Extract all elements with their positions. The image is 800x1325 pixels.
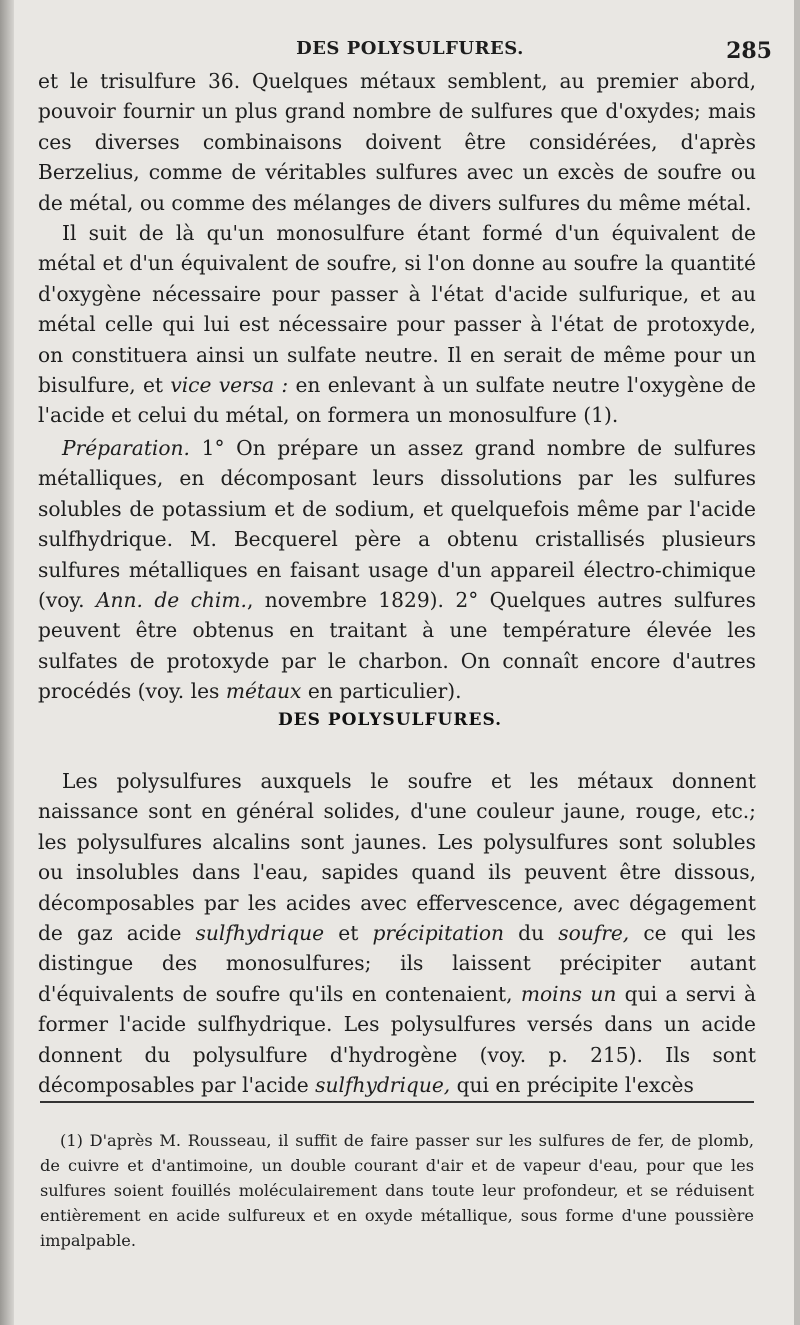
paragraph-text: 1° On prépare un assez grand nombre de sulfures métalliques, en décomposant leurs dissolutions par les sulfures solubles de potassium et de sodium, et quelquefois même par l'acide sulfhydrique. M. Becquerel père a obtenu cristallisés plusieurs sulfures métalliques en faisant usage d'un appareil électro-chimique (voy. [38,435,756,612]
paragraph-text: qui a servi à former l'acide sulfhydrique. Les polysulfures versés dans un acide donnent du polysulfure d'hydrogène (voy. p. 215). Ils sont décomposables par l'acide [38,981,756,1098]
paragraph-text: et [324,921,373,946]
paragraph-text: , novembre 1829). 2° Quelques autres sulfures peuvent être obtenus en traitant à une température élevée les sulfates de protoxyde par le charbon. On connaît encore d'autres procédés (voy. les [38,587,756,704]
body-text-lower [38,766,756,1100]
body-text-upper [38,66,756,707]
paragraph-text: en particulier). [301,679,462,704]
paragraph-text: en enlevant à un sulfate neutre l'oxygène de l'acide et celui du métal, on formera un monosulfure (1). [38,373,756,428]
page-left-edge-shadow [0,0,14,1325]
italic-term: sulfhydrique [195,921,325,946]
paragraph-text: du [504,921,559,946]
running-title: DES POLYSULFURES. [296,38,524,59]
footnote-text: (1) D'après M. Rousseau, il suffit de faire passer sur les sulfures de fer, de plomb, de cuivre et d'antimoine, un double courant d'air et de vapeur d'eau, pour que les sulfures soient fouillés moléculairement dans toute leur profondeur, et se réduisent entièrement en acide sulfureux et en oxyde métallique, sous forme d'une poussière impalpable. [40,1131,754,1250]
page-right-edge [794,0,800,1325]
paragraph-text: Il suit de là qu'un monosulfure étant formé d'un équivalent de métal et d'un équivalent de soufre, si l'on donne au soufre la quantité d'oxygène nécessaire pour passer à l'état d'acide sulfurique, et au métal celle qui lui est nécessaire pour passer à l'état de protoxyde, on constituera ainsi un sulfate neutre. Il en serait de même pour un bisulfure, et [38,221,756,398]
italic-term: soufre, [558,921,630,946]
italic-term: sulfhydrique, [315,1073,451,1098]
italic-term: moins un [520,981,617,1006]
italic-term: précipitation [372,921,505,946]
citation: Ann. de chim. [95,587,247,612]
paragraph-text: qui en précipite l'excès [450,1073,694,1098]
page-number: 285 [726,38,772,64]
footnote [40,1128,754,1253]
running-header [40,38,780,64]
italic-phrase: vice versa : [170,373,289,398]
paragraph-text: Les polysulfures auxquels le soufre et les métaux donnent naissance sont en général solides, d'une couleur jaune, rouge, etc.; les polysulfures alcalins sont jaunes. Les polysulfures sont solubles ou insolubles dans l'eau, sapides quand ils peuvent être dissous, décomposables par les acides avec effervescence, avec dégagement de gaz acide [38,769,756,946]
paragraph-polysulfures [38,766,756,1100]
section-heading: DES POLYSULFURES. [277,710,503,730]
paragraph-continuation: et le trisulfure 36. Quelques métaux semblent, au premier abord, pouvoir fournir un plus grand nombre de sulfures que d'oxydes; mais ces diverses combinaisons doivent être considérées, d'après Berzelius, comme de véritables sulfures avec un excès de soufre ou de métal, ou comme des mélanges de divers sulfures du même métal. [38,69,756,215]
italic-phrase: métaux [225,679,302,704]
footnote-divider [40,1101,754,1103]
paragraph-preparation [38,433,756,707]
paragraph-text: ce qui les distingue des monosulfures; ils laissent précipiter autant d'équivalents de soufre qu'ils en contenaient, [38,921,756,1006]
paragraph-label: Préparation. [62,435,190,460]
paragraph-monosulfure [38,218,756,431]
